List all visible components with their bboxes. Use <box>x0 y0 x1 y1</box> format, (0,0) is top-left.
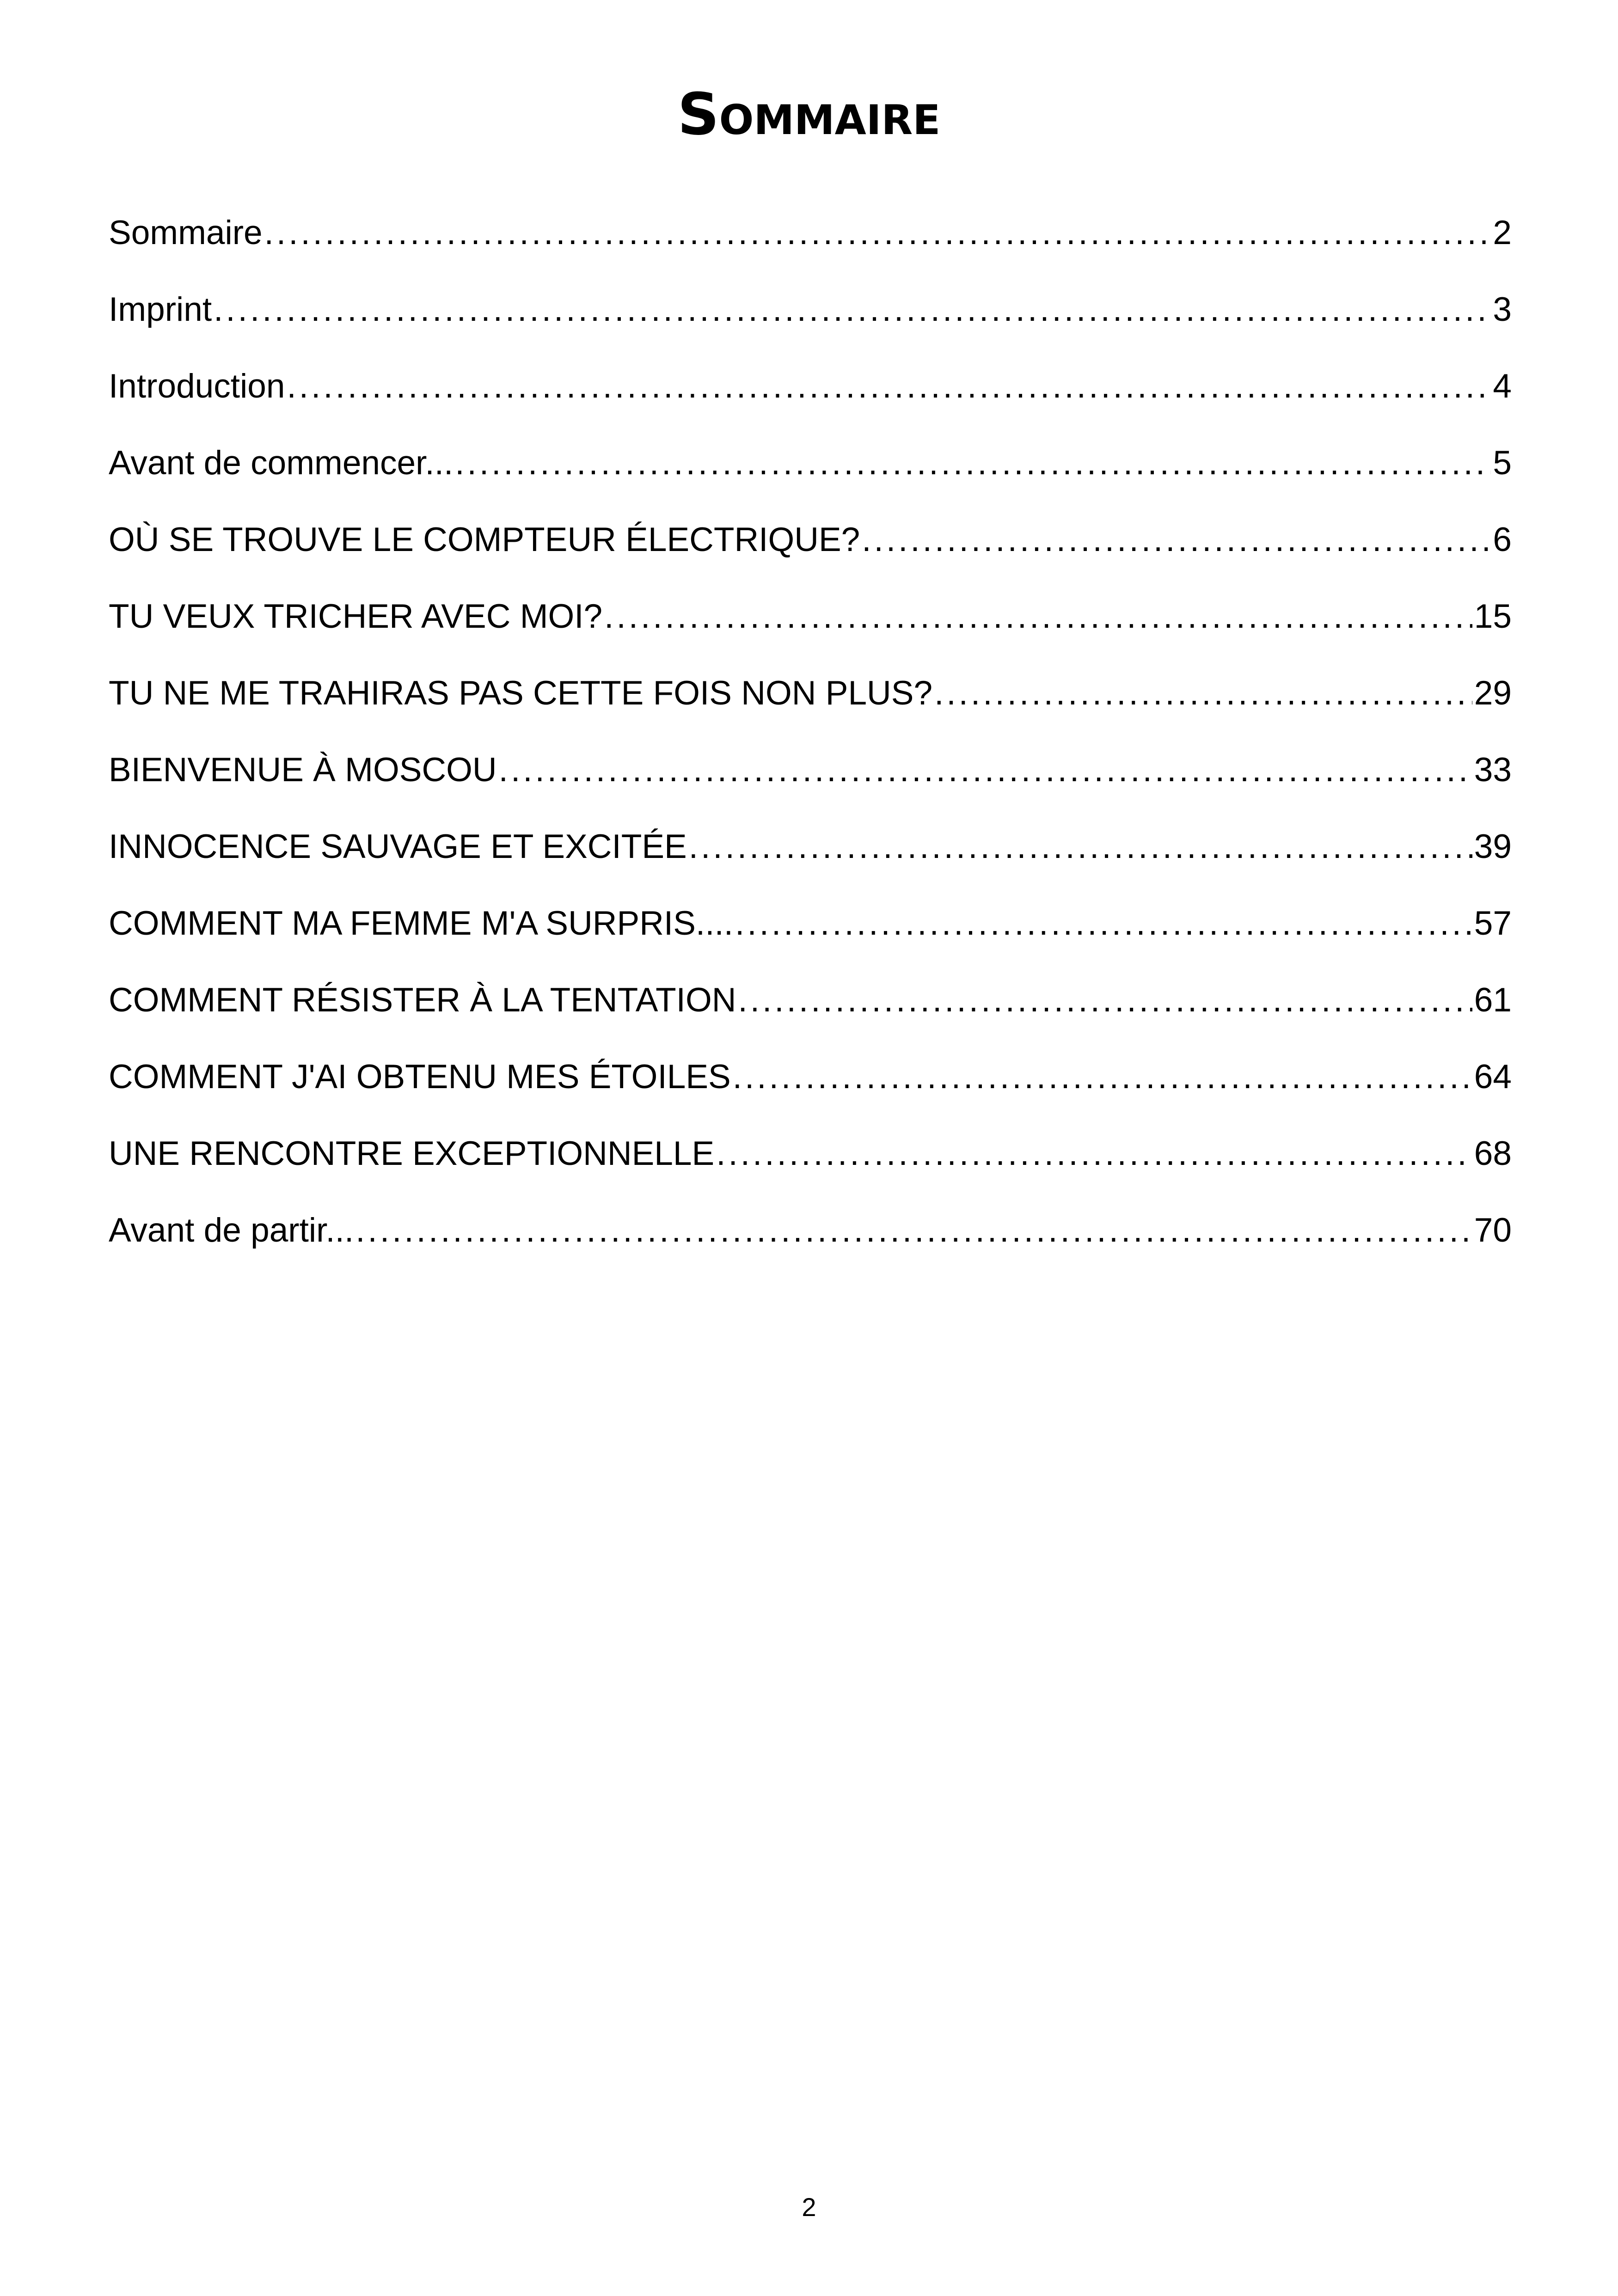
toc-entry-page: 61 <box>1474 981 1512 1019</box>
toc-leader-dots <box>499 753 1472 787</box>
toc-leader-dots <box>355 1213 1472 1247</box>
toc-leader-dots <box>934 676 1472 710</box>
toc-entry[interactable] <box>109 501 1512 578</box>
toc-leader-dots <box>604 600 1472 633</box>
toc-entry-label: Avant de commencer... <box>109 444 454 482</box>
toc-entry-page: 3 <box>1493 290 1512 328</box>
toc-entry-label: COMMENT J'AI OBTENU MES ÉTOILES <box>109 1058 731 1096</box>
toc-leader-dots <box>214 293 1491 326</box>
toc-leader-dots <box>287 369 1491 403</box>
toc-leader-dots <box>735 906 1472 940</box>
toc-entry-page: 4 <box>1493 367 1512 405</box>
toc-entry[interactable] <box>109 1192 1512 1268</box>
toc-entry-label: TU VEUX TRICHER AVEC MOI? <box>109 597 603 635</box>
toc-entry-label: Avant de partir... <box>109 1211 354 1249</box>
toc-leader-dots <box>716 1137 1472 1170</box>
toc-entry-label: OÙ SE TROUVE LE COMPTEUR ÉLECTRIQUE? <box>109 520 860 558</box>
toc-entry-page: 57 <box>1474 904 1512 942</box>
table-of-contents <box>109 194 1512 1268</box>
toc-entry-page: 33 <box>1474 751 1512 789</box>
toc-leader-dots <box>733 1060 1472 1094</box>
toc-entry[interactable] <box>109 271 1512 348</box>
toc-entry-page: 2 <box>1493 214 1512 251</box>
toc-entry-page: 70 <box>1474 1211 1512 1249</box>
toc-entry-page: 64 <box>1474 1058 1512 1096</box>
toc-entry-label: Sommaire <box>109 214 263 251</box>
toc-entry-label: COMMENT RÉSISTER À LA TENTATION <box>109 981 736 1019</box>
toc-leader-dots <box>264 216 1491 250</box>
toc-entry[interactable] <box>109 808 1512 885</box>
toc-entry-label: INNOCENCE SAUVAGE ET EXCITÉE <box>109 827 687 865</box>
toc-entry-page: 5 <box>1493 444 1512 482</box>
toc-entry[interactable] <box>109 348 1512 424</box>
toc-entry-page: 15 <box>1474 597 1512 635</box>
toc-entry-page: 68 <box>1474 1134 1512 1172</box>
toc-entry-label: Imprint <box>109 290 212 328</box>
toc-entry-page: 29 <box>1474 674 1512 712</box>
toc-entry-label: UNE RENCONTRE EXCEPTIONNELLE <box>109 1134 715 1172</box>
page-title: Sommaire <box>677 81 941 148</box>
toc-entry[interactable] <box>109 1115 1512 1192</box>
page-number: 2 <box>802 2192 816 2222</box>
toc-entry-label: Introduction <box>109 367 285 405</box>
toc-entry-page: 6 <box>1493 520 1512 558</box>
toc-entry[interactable] <box>109 961 1512 1038</box>
toc-entry[interactable] <box>109 731 1512 808</box>
toc-entry[interactable] <box>109 885 1512 961</box>
toc-leader-dots <box>862 523 1491 557</box>
toc-entry-page: 39 <box>1474 827 1512 865</box>
toc-entry[interactable] <box>109 655 1512 731</box>
toc-leader-dots <box>689 830 1472 863</box>
toc-leader-dots <box>738 983 1472 1017</box>
toc-entry[interactable] <box>109 578 1512 655</box>
toc-entry-label: TU NE ME TRAHIRAS PAS CETTE FOIS NON PLUS? <box>109 674 933 712</box>
toc-leader-dots <box>455 446 1491 480</box>
toc-entry[interactable] <box>109 424 1512 501</box>
toc-entry[interactable] <box>109 194 1512 271</box>
toc-entry[interactable] <box>109 1038 1512 1115</box>
toc-entry-label: BIENVENUE À MOSCOU <box>109 751 497 789</box>
toc-entry-label: COMMENT MA FEMME M'A SURPRIS.... <box>109 904 734 942</box>
